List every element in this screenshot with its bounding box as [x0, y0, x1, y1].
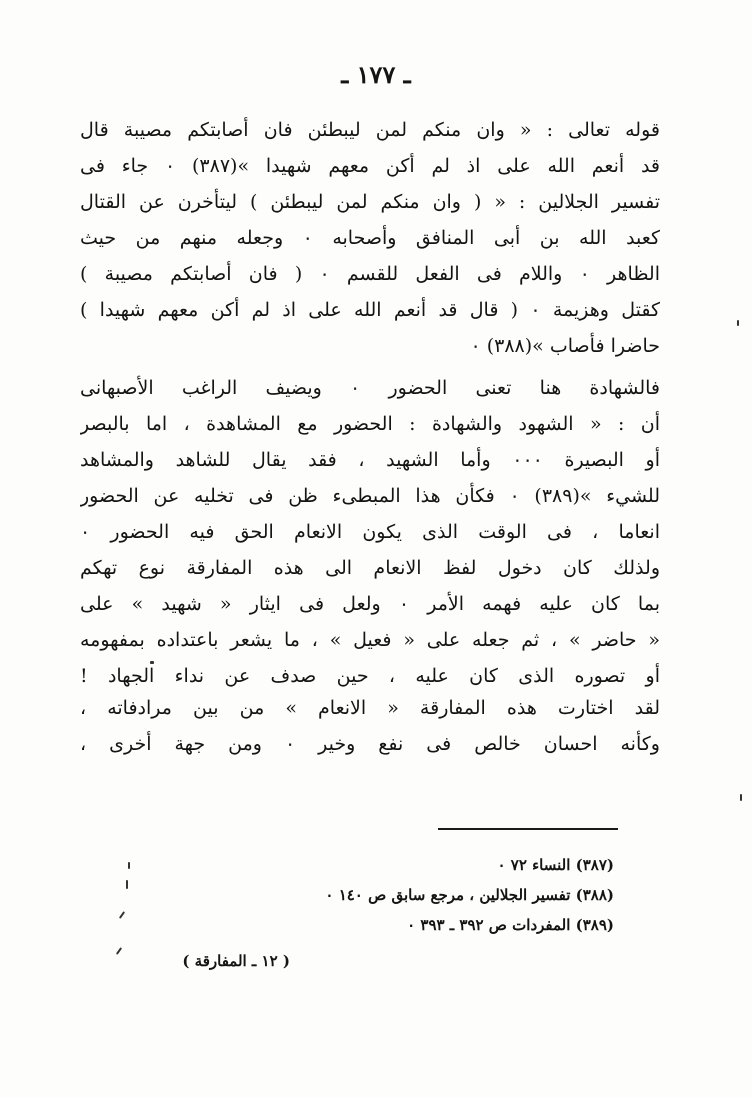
scan-speck — [119, 911, 125, 919]
text-line: لقد اختارت هذه المفارقة « الانعام » من بين مرادفاته ، — [80, 697, 660, 719]
text-line: وكأنه احسان خالص فى نفع وخير ٠ ومن جهة أخرى ، — [80, 733, 660, 755]
scan-speck — [150, 661, 154, 664]
footnote-388: (٣٨٨) تفسير الجلالين ، مرجع سابق ص ١٤٠ ٠ — [325, 886, 614, 904]
text-line: أو البصيرة ٠٠٠ وأما الشهيد ، فقد يقال للشاهد والمشاهد — [80, 449, 660, 471]
text-line: « حاضر » ، ثم جعله على « فعيل » ، ما يشعر باعتداده بمفهومه — [80, 629, 660, 651]
text-line: للشيء »(٣٨٩) ٠ فكأن هذا المبطىء ظن فى تخليه عن الحضور — [80, 485, 660, 507]
paragraph-3 — [80, 690, 660, 762]
paragraph-2 — [80, 370, 660, 694]
footnote-387: (٣٨٧) النساء ٧٢ ٠ — [497, 856, 614, 874]
text-line: بما كان عليه فهمه الأمر ٠ ولعل فى ايثار « شهيد » على — [80, 593, 660, 615]
text-line: الظاهر ٠ واللام فى الفعل للقسم ٠ ( فان أصابتكم مصيبة ) — [80, 263, 660, 285]
text-line: حاضرا فأصاب »(٣٨٨) ٠ — [470, 335, 660, 357]
footnote-divider — [438, 828, 618, 830]
scan-speck — [737, 320, 739, 326]
paragraph-1 — [80, 112, 660, 364]
footnotes — [154, 850, 614, 940]
footnote-389: (٣٨٩) المفردات ص ٣٩٢ ـ ٣٩٣ ٠ — [407, 916, 614, 934]
text-line: تفسير الجلالين : « ( وان منكم لمن ليبطئن ) ليتأخرن عن القتال — [80, 191, 660, 213]
text-line: قد أنعم الله على اذ لم أكن معهم شهيدا »(٣٨٧) ٠ جاء فى — [80, 155, 660, 177]
text-line: كعبد الله بن أبى المنافق وأصحابه ٠ وجعله منهم من حيث — [80, 227, 660, 249]
scan-speck — [116, 947, 122, 955]
text-line: أو تصوره الذى كان عليه ، حين صدف عن نداء الجهاد ! — [80, 665, 660, 687]
text-line: انعاما ، فى الوقت الذى يكون الانعام الحق فيه الحضور ٠ — [80, 521, 660, 543]
scan-speck — [128, 862, 130, 869]
scan-speck — [740, 794, 742, 801]
text-line: كقتل وهزيمة ٠ ( قال قد أنعم الله على اذ لم أكن معهم شهيدا ) — [80, 299, 660, 321]
scan-speck — [126, 880, 128, 889]
text-line: فالشهادة هنا تعنى الحضور ٠ ويضيف الراغب الأصبهانى — [80, 377, 660, 399]
text-line: ولذلك كان دخول لفظ الانعام الى هذه المفارقة نوع تهكم — [80, 557, 660, 579]
text-line: أن : « الشهود والشهادة : الحضور مع المشاهدة ، اما بالبصر — [80, 413, 660, 435]
text-line: قوله تعالى : « وان منكم لمن ليبطئن فان أصابتكم مصيبة قال — [80, 119, 660, 141]
page-number: ـ ١٧٧ ـ — [341, 60, 411, 89]
signature-mark: ( ١٢ ـ المفارقة ) — [182, 952, 290, 970]
